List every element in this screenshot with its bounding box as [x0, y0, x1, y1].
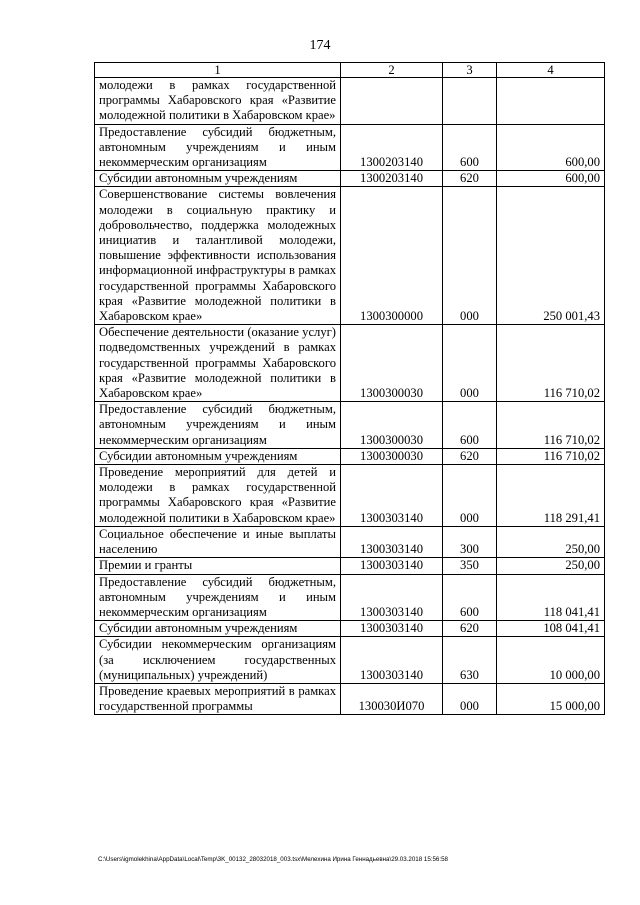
row-name: Совершенствование системы вовлечения молодежи в социальную практику и добровольчество, поддержка молодежных инициатив и талантливой молодежи, повышение эффективности использования информационной инфраструктуры в рамках государственной программы Хабаровского края «Развитие молодежной политики в Хабаровском крае»	[95, 187, 341, 325]
row-kind: 600	[443, 574, 497, 621]
table-row	[95, 187, 605, 325]
budget-table	[94, 62, 605, 715]
row-amount: 116 710,02	[497, 325, 605, 402]
row-code: 1300303140	[341, 465, 443, 527]
row-kind: 000	[443, 325, 497, 402]
table-row	[95, 683, 605, 714]
row-kind: 300	[443, 526, 497, 557]
table-row	[95, 448, 605, 464]
table-row	[95, 402, 605, 449]
row-amount: 15 000,00	[497, 683, 605, 714]
row-code: 1300203140	[341, 171, 443, 187]
column-header-code: 2	[341, 63, 443, 78]
table-row	[95, 78, 605, 125]
row-code: 1300303140	[341, 526, 443, 557]
table-row	[95, 621, 605, 637]
column-header-kind: 3	[443, 63, 497, 78]
table-row	[95, 325, 605, 402]
row-name: Субсидии автономным учреждениям	[95, 621, 341, 637]
row-kind: 600	[443, 124, 497, 171]
row-name: Обеспечение деятельности (оказание услуг) подведомственных учреждений в рамках государственной программы Хабаровского края «Развитие молодежной политики в Хабаровском крае»	[95, 325, 341, 402]
row-kind: 630	[443, 637, 497, 684]
row-name: Субсидии автономным учреждениям	[95, 171, 341, 187]
row-amount: 250,00	[497, 526, 605, 557]
row-amount: 600,00	[497, 124, 605, 171]
row-kind: 620	[443, 448, 497, 464]
row-name: Премии и гранты	[95, 558, 341, 574]
row-code	[341, 78, 443, 125]
table-row	[95, 637, 605, 684]
row-amount: 250 001,43	[497, 187, 605, 325]
row-amount: 108 041,41	[497, 621, 605, 637]
row-kind: 600	[443, 402, 497, 449]
row-code: 1300300030	[341, 402, 443, 449]
table-row	[95, 558, 605, 574]
row-amount	[497, 78, 605, 125]
row-name: молодежи в рамках государственной программы Хабаровского края «Развитие молодежной политики в Хабаровском крае»	[95, 78, 341, 125]
row-kind: 000	[443, 683, 497, 714]
row-kind: 000	[443, 465, 497, 527]
row-amount: 118 291,41	[497, 465, 605, 527]
row-amount: 600,00	[497, 171, 605, 187]
row-kind: 350	[443, 558, 497, 574]
row-code: 1300300030	[341, 448, 443, 464]
row-kind: 000	[443, 187, 497, 325]
row-kind: 620	[443, 621, 497, 637]
column-header-amount: 4	[497, 63, 605, 78]
row-code: 1300203140	[341, 124, 443, 171]
row-amount: 118 041,41	[497, 574, 605, 621]
row-code: 130030И070	[341, 683, 443, 714]
row-kind: 620	[443, 171, 497, 187]
row-amount: 10 000,00	[497, 637, 605, 684]
row-code: 1300300000	[341, 187, 443, 325]
row-name: Проведение мероприятий для детей и молодежи в рамках государственной программы Хабаровского края «Развитие молодежной политики в Хабаровском крае»	[95, 465, 341, 527]
file-path-footer: C:\Users\igmolekhina\AppData\Local\Temp\3K_00132_28032018_003.tsx\Мелехина Ирина Геннадьевна\29.03.2018 15:56:58	[98, 856, 448, 863]
table-header-row	[95, 63, 605, 78]
row-code: 1300303140	[341, 637, 443, 684]
row-name: Субсидии автономным учреждениям	[95, 448, 341, 464]
row-code: 1300303140	[341, 621, 443, 637]
row-name: Предоставление субсидий бюджетным, автономным учреждениям и иным некоммерческим организациям	[95, 402, 341, 449]
row-amount: 250,00	[497, 558, 605, 574]
row-name: Предоставление субсидий бюджетным, автономным учреждениям и иным некоммерческим организациям	[95, 574, 341, 621]
table-row	[95, 171, 605, 187]
row-code: 1300303140	[341, 574, 443, 621]
row-name: Проведение краевых мероприятий в рамках государственной программы	[95, 683, 341, 714]
page-number: 174	[309, 38, 331, 53]
table-row	[95, 124, 605, 171]
row-name: Субсидии некоммерческим организациям (за исключением государственных (муниципальных) учреждений)	[95, 637, 341, 684]
row-code: 1300300030	[341, 325, 443, 402]
row-kind	[443, 78, 497, 125]
table-row	[95, 465, 605, 527]
column-header-name: 1	[95, 63, 341, 78]
row-name: Социальное обеспечение и иные выплаты населению	[95, 526, 341, 557]
row-name: Предоставление субсидий бюджетным, автономным учреждениям и иным некоммерческим организациям	[95, 124, 341, 171]
row-amount: 116 710,02	[497, 448, 605, 464]
table-row	[95, 574, 605, 621]
row-amount: 116 710,02	[497, 402, 605, 449]
row-code: 1300303140	[341, 558, 443, 574]
table-row	[95, 526, 605, 557]
